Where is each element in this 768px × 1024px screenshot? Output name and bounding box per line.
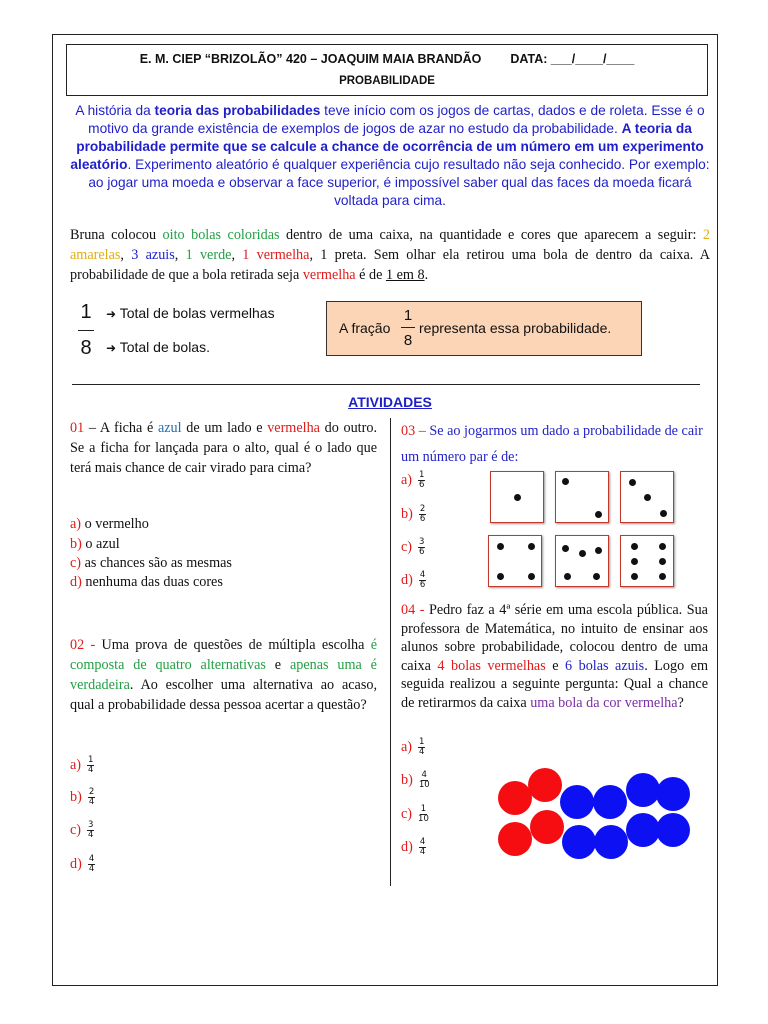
fraction-numerator: 1: [420, 804, 427, 814]
die-pip: [659, 558, 666, 565]
blue-ball: [560, 785, 594, 819]
arrow-icon: ➜: [106, 307, 117, 321]
die-pip: [514, 494, 521, 501]
fraction-denominator: 4: [419, 747, 425, 757]
question-highlight: vermelha: [267, 420, 320, 436]
yellow-count: 2 amarelas: [70, 227, 710, 263]
intro-bold: A teoria da probabilidade permite que se calcule a chance de ocorrência de um número em um experimento aleatório: [70, 121, 704, 172]
die-pip: [660, 510, 667, 517]
question-highlight: 4 bolas vermelhas: [437, 657, 546, 674]
option-fraction: [87, 821, 94, 840]
option-letter: b): [70, 789, 82, 805]
blue-ball: [562, 825, 596, 859]
q03-option-d[interactable]: [401, 571, 426, 590]
blue-ball: [626, 813, 660, 847]
option-letter: c): [401, 806, 413, 822]
question-number: 01: [70, 420, 85, 436]
denominator-label: Total de bolas.: [119, 339, 210, 355]
question-text: . Ao escolher uma alternativa ao acaso, qual a probabilidade dessa pessoa acertar a questão?: [70, 677, 377, 713]
school-name: E. M. CIEP “BRIZOLÃO” 420 – JOAQUIM MAIA BRANDÃO: [139, 52, 482, 66]
problem-text: .: [424, 267, 429, 283]
die-face-1: [490, 471, 544, 523]
arrow-icon: ➜: [106, 341, 117, 355]
fraction-numerator: 4: [88, 854, 95, 864]
die-pip: [629, 479, 636, 486]
worksheet-subject: PROBABILIDADE: [339, 75, 435, 87]
fraction-denominator: 4: [88, 864, 95, 874]
option-fraction: [418, 738, 425, 757]
q04-option-a[interactable]: [401, 738, 425, 757]
q03-option-b[interactable]: [401, 505, 426, 524]
fraction-denominator: 8: [80, 337, 92, 359]
fraction-denominator: 6: [419, 480, 425, 490]
column-divider: [390, 418, 391, 886]
die-face-6: [620, 535, 674, 587]
problem-paragraph: [70, 225, 710, 285]
option-letter: a): [70, 516, 82, 532]
callout-text-post: representa essa probabilidade.: [419, 320, 612, 336]
q01-option-d[interactable]: [70, 572, 223, 592]
question-highlight: uma bola da cor vermelha: [530, 694, 678, 711]
option-text: o azul: [81, 536, 120, 552]
option-fraction: [418, 471, 425, 490]
problem-text: Bruna colocou: [70, 227, 163, 243]
callout-text-pre: A fração: [339, 320, 391, 336]
option-letter: b): [401, 772, 413, 788]
problem-text: , 1 preta. Sem olhar ela retirou uma bola de dentro da caixa. A probabilidade de que a bola retirada seja: [70, 247, 711, 283]
problem-text: é de: [355, 267, 386, 283]
separator: ,: [120, 247, 132, 263]
problem-text: dentro de uma caixa, na quantidade e cores que aparecem a seguir:: [279, 227, 703, 243]
option-letter: d): [401, 839, 413, 855]
red-ball: [498, 822, 532, 856]
fraction-denominator: 6: [419, 514, 426, 524]
blue-ball: [656, 777, 690, 811]
option-fraction: [87, 756, 94, 775]
red-ball: [528, 768, 562, 802]
blue-ball: [626, 773, 660, 807]
option-letter: b): [70, 536, 82, 552]
problem-highlight: vermelha: [302, 267, 356, 283]
option-text: nenhuma das duas cores: [81, 574, 223, 590]
q01-option-a[interactable]: [70, 514, 149, 534]
die-face-2: [555, 471, 609, 523]
q02-option-d[interactable]: [70, 855, 95, 874]
problem-answer: 1 em 8: [385, 267, 425, 283]
die-face-5: [555, 535, 609, 587]
fraction-denominator: 6: [419, 580, 426, 590]
question-04: [401, 601, 708, 712]
fraction-denominator: 4: [419, 847, 426, 857]
callout-fraction-bar: [401, 327, 415, 328]
fraction-denominator: 4: [88, 830, 94, 840]
die-pip: [593, 573, 600, 580]
question-03: [401, 418, 708, 470]
die-pip: [564, 573, 571, 580]
die-pip: [644, 494, 651, 501]
option-letter: c): [70, 555, 82, 571]
question-highlight: azul: [157, 420, 182, 436]
intro-text: . Experimento aleatório é qualquer experiência cujo resultado não seja conhecido. Por exemplo: ao jogar uma moeda e observar a face superior, é impossível saber qual das faces da moeda ficará voltada para cima.: [88, 157, 710, 208]
die-face-4: [488, 535, 542, 587]
q04-option-b[interactable]: [401, 771, 430, 790]
die-face-3: [620, 471, 674, 523]
question-number: 02 -: [70, 637, 96, 653]
fraction-numerator: 1: [419, 737, 425, 747]
fraction-bar: [78, 330, 94, 331]
option-letter: a): [401, 472, 413, 488]
fraction-numerator: 4: [419, 837, 426, 847]
option-fraction: [418, 805, 429, 824]
problem-highlight: oito bolas coloridas: [162, 227, 280, 243]
intro-text: A história da: [75, 103, 155, 118]
option-letter: d): [401, 572, 413, 588]
red-count: 1 vermelha: [242, 247, 310, 263]
question-text: e: [545, 657, 566, 674]
fraction-numerator: 4: [421, 770, 427, 780]
school-header: [66, 52, 708, 66]
question-text: Uma prova de questões de múltipla escolha: [95, 637, 371, 653]
die-pip: [659, 543, 666, 550]
option-letter: a): [70, 757, 82, 773]
option-text: as chances são as mesmas: [81, 555, 232, 571]
option-fraction: [419, 571, 426, 590]
die-pip: [631, 573, 638, 580]
question-text: do outro. Se a ficha for lançada para o alto, qual é o lado que terá mais chance de cair virado para cima?: [70, 420, 377, 476]
die-pip: [528, 543, 535, 550]
option-fraction: [419, 505, 426, 524]
die-pip: [631, 558, 638, 565]
fraction-numerator: 1: [419, 470, 425, 480]
date-field: DATA: ___/____/____: [510, 52, 635, 66]
fraction-numerator: 3: [88, 820, 94, 830]
q04-option-d[interactable]: [401, 838, 426, 857]
die-pip: [631, 543, 638, 550]
question-text: de um lado e: [181, 420, 268, 436]
fraction-denominator: 4: [88, 765, 94, 775]
fraction-numerator: 2: [419, 504, 426, 514]
option-letter: d): [70, 574, 82, 590]
fraction-denominator: 10: [418, 780, 430, 790]
question-text: . Logo em seguida realizou a seguinte pergunta: Qual a chance de retirarmos da caixa: [401, 657, 709, 711]
die-pip: [562, 478, 569, 485]
intro-paragraph: [68, 102, 712, 210]
green-count: 1 verde: [185, 247, 232, 263]
q01-option-c[interactable]: [70, 553, 232, 573]
q04-option-c[interactable]: [401, 805, 429, 824]
die-pip: [579, 550, 586, 557]
blue-ball: [593, 785, 627, 819]
callout-denominator: 8: [403, 332, 413, 349]
question-number: 04 -: [401, 602, 425, 618]
option-fraction: [418, 538, 425, 557]
die-pip: [497, 543, 504, 550]
numerator-label: Total de bolas vermelhas: [119, 305, 275, 321]
question-highlight: é composta de quatro alternativas: [70, 637, 377, 673]
fraction-denominator: 4: [88, 797, 95, 807]
q02-option-a[interactable]: [70, 756, 94, 775]
separator: ,: [231, 247, 243, 263]
callout-numerator: 1: [403, 307, 413, 324]
fraction-denominator: 10: [418, 814, 429, 824]
question-highlight: apenas uma é verdadeira: [70, 657, 377, 693]
q03-option-a[interactable]: [401, 471, 425, 490]
option-fraction: [419, 838, 426, 857]
blue-count: 3 azuis: [131, 247, 175, 263]
question-01: [70, 418, 377, 478]
option-fraction: [419, 771, 430, 790]
question-highlight: 6 bolas azuis: [565, 657, 645, 674]
question-text: Pedro faz a 4ª série em uma escola pública. Sua professora de Matemática, no intuito de ensinar aos alunos sobre probabilidade, colocou dentro de uma caixa: [401, 602, 708, 674]
q02-option-c[interactable]: [70, 821, 94, 840]
q01-option-b[interactable]: [70, 534, 120, 554]
die-pip: [595, 547, 602, 554]
option-letter: b): [401, 506, 413, 522]
intro-text: teve início com os jogos de cartas, dados e de roleta. Esse é o motivo da grande existência de exemplos de jogos de azar no estudo da probabilidade.: [88, 103, 705, 136]
red-ball: [530, 810, 564, 844]
question-02: [70, 635, 377, 715]
denominator-label-row: [106, 339, 210, 355]
fraction-numerator: 1: [88, 755, 94, 765]
die-pip: [595, 511, 602, 518]
section-divider: [72, 384, 700, 385]
option-letter: a): [401, 739, 413, 755]
q02-option-b[interactable]: [70, 788, 95, 807]
die-pip: [497, 573, 504, 580]
die-pip: [562, 545, 569, 552]
fraction-callout-box: [326, 301, 642, 356]
die-pip: [528, 573, 535, 580]
fraction-numerator: 4: [419, 570, 426, 580]
activities-title: ATIVIDADES: [348, 394, 432, 410]
option-letter: d): [70, 856, 82, 872]
separator: ,: [174, 247, 186, 263]
die-pip: [659, 573, 666, 580]
fraction-numerator: 3: [419, 537, 425, 547]
question-number: 03 –: [401, 423, 426, 439]
intro-bold: teoria das probabilidades: [154, 103, 321, 118]
red-ball: [498, 781, 532, 815]
blue-ball: [656, 813, 690, 847]
question-text: e: [265, 657, 290, 673]
numerator-label-row: [106, 305, 275, 321]
fraction-numerator: 2: [88, 787, 95, 797]
option-fraction: [88, 788, 95, 807]
option-letter: c): [70, 822, 82, 838]
q03-option-c[interactable]: [401, 538, 425, 557]
blue-ball: [594, 825, 628, 859]
question-text: ?: [677, 694, 684, 711]
fraction-denominator: 6: [419, 547, 425, 557]
fraction-numerator: 1: [80, 301, 92, 323]
question-text: – A ficha é: [84, 420, 158, 436]
question-text: Se ao jogarmos um dado a probabilidade de cair um número par é de:: [401, 423, 703, 465]
option-letter: c): [401, 539, 413, 555]
option-fraction: [88, 855, 95, 874]
option-text: o vermelho: [81, 516, 149, 532]
